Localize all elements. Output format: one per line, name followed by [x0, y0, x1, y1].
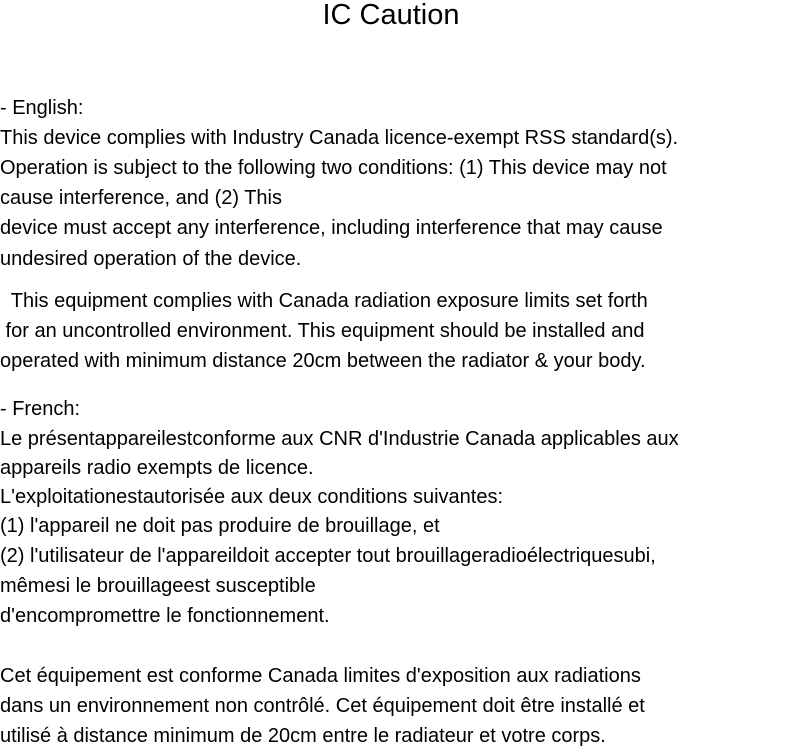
english-line: cause interference, and (2) This: [0, 187, 283, 209]
french-exposure-line: Cet équipement est conforme Canada limites d'exposition aux radiations: [0, 665, 641, 687]
french-line: mêmesi le brouillageest susceptible: [0, 575, 316, 597]
page-title: IC Caution: [322, 0, 460, 31]
french-label: - French:: [0, 398, 81, 420]
english-label: - English:: [0, 97, 84, 119]
french-exposure-line: utilisé à distance minimum de 20cm entre le radiateur et votre corps.: [0, 725, 606, 747]
french-exposure-line: dans un environnement non contrôlé. Cet équipement doit être installé et: [0, 695, 645, 717]
french-line: Le présentappareilestconforme aux CNR d'Industrie Canada applicables aux: [0, 428, 679, 450]
english-exposure-line: This equipment complies with Canada radiation exposure limits set forth: [0, 290, 648, 312]
french-line: (1) l'appareil ne doit pas produire de brouillage, et: [0, 515, 440, 537]
french-line: d'encompromettre le fonctionnement.: [0, 605, 330, 627]
english-line: This device complies with Industry Canada licence-exempt RSS standard(s).: [0, 127, 679, 149]
english-line: device must accept any interference, including interference that may cause: [0, 217, 663, 239]
english-exposure-line: for an uncontrolled environment. This equipment should be installed and: [0, 320, 645, 342]
french-line: (2) l'utilisateur de l'appareildoit accepter tout brouillageradioélectriquesubi,: [0, 545, 656, 567]
english-exposure-line: operated with minimum distance 20cm between the radiator & your body.: [0, 350, 646, 372]
english-line: Operation is subject to the following two conditions: (1) This device may not: [0, 157, 667, 179]
french-line: appareils radio exempts de licence.: [0, 457, 314, 479]
french-line: L'exploitationestautorisée aux deux conditions suivantes:: [0, 486, 504, 508]
english-line: undesired operation of the device.: [0, 248, 302, 270]
